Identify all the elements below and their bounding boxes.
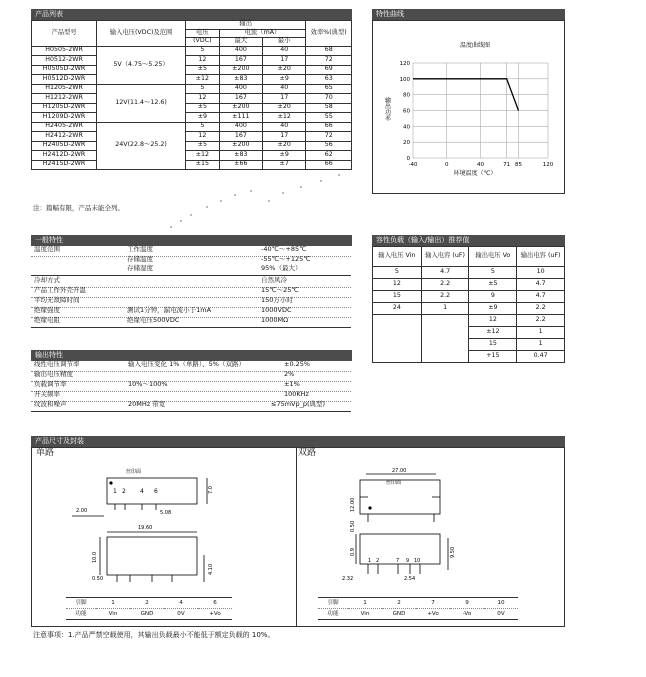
col-eff: 效率%(典型) — [306, 21, 352, 47]
single-title: 单路 — [36, 448, 55, 458]
pin-num: 9 — [406, 558, 410, 564]
y-tick-label: 100 — [399, 76, 410, 83]
input-group: 5V（4.75～5.25） — [97, 46, 186, 84]
output-header: 输出特性 — [31, 350, 352, 361]
table-row: H1205-2WR 12V(11.4～12.6) 5 400 40 65 — [32, 84, 352, 94]
spec-row: 产品工作外壳升温 15℃～25℃ — [31, 287, 351, 298]
spec-row: 开关频率 100KHz — [31, 391, 351, 402]
table-row: H2405D-2WR ±5 ±200 ±20 56 — [32, 141, 352, 151]
y-tick-label: 20 — [403, 140, 410, 147]
pin-num: 4 — [140, 488, 144, 495]
silk-label: 丝印面 — [126, 469, 142, 475]
product-note: 注：篇幅有限，产品未能全列。 — [33, 204, 124, 212]
col-max: 最大 — [219, 38, 262, 47]
dual-title: 双路 — [298, 448, 317, 458]
table-row: 12 2.2 ±5 4.7 — [373, 279, 565, 291]
table-row: 12 2.2 — [373, 315, 565, 327]
dim-050: 0.50 — [92, 576, 104, 582]
dim-7: 7.0 — [208, 486, 214, 494]
spec-row: 纹波和噪声 20MHz 带宽 ≤75mVp_p(典型) — [31, 401, 351, 412]
y-tick-label: 80 — [403, 92, 410, 99]
pin-num: 2 — [122, 488, 126, 495]
col-min: 最小 — [263, 38, 306, 47]
pin-num: 2 — [376, 558, 380, 564]
col-output: 输出 — [186, 21, 306, 30]
spec-row: 绝缘强度 测试1分钟，漏电流小于1mA 1000VDC — [31, 307, 351, 318]
dual-pin-table: 引脚 1 2 7 9 10 功能 Vin GND +Vo -Vo 0V — [318, 597, 518, 620]
footer-note: 注意事项：1.产品严禁空载使用，其输出负载最小不能低于额定负载的 10%。 — [33, 631, 275, 639]
dim-410: 4.10 — [208, 563, 214, 575]
dim-508: 5.08 — [160, 510, 172, 516]
divider — [296, 447, 297, 627]
y-axis-label: 输出功率 — [383, 97, 391, 121]
curve-header: 特性曲线 — [372, 9, 565, 20]
dim-200: 2.00 — [76, 508, 88, 514]
table-row: H2412D-2WR ±12 ±83 ±9 62 — [32, 151, 352, 161]
dim-1960: 19.60 — [138, 525, 153, 531]
x-tick-label: 85 — [514, 162, 522, 168]
x-tick-label: 40 — [477, 162, 484, 168]
table-row: H0512-2WR 12 167 17 72 — [32, 56, 352, 66]
spec-row: 平均无故障时间 150万小时 — [31, 297, 351, 308]
output-specs — [31, 361, 352, 416]
dim-2700: 27.00 — [392, 468, 407, 474]
cap-load-header: 容性负载（输入/输出）推荐值 — [372, 235, 565, 246]
dual-package-drawing — [298, 460, 562, 585]
x-tick-label: -40 — [408, 162, 418, 168]
table-row: H1212-2WR 12 167 17 70 — [32, 94, 352, 104]
spec-row: 温度范围 工作温度 -40℃～+85℃ — [31, 246, 351, 257]
x-axis-label: 环境温度（℃） — [453, 170, 497, 177]
y-tick-label: 60 — [403, 108, 410, 115]
chart-grid — [413, 63, 548, 158]
pin-num: 6 — [154, 488, 158, 495]
input-group: 12V(11.4～12.6) — [97, 84, 186, 122]
col-input: 输入电压(VDC)及范围 — [97, 21, 186, 47]
dim-09: 0.9 — [350, 548, 356, 556]
table-row: H2405-2WR 24V(22.8～25.2) 5 400 40 66 — [32, 122, 352, 132]
table-row: ±12 1 — [373, 327, 565, 339]
table-row: H0505-2WR 5V（4.75～5.25） 5 400 40 68 — [32, 46, 352, 56]
table-row: H1209D-2WR ±9 ±111 ±12 55 — [32, 113, 352, 123]
chart-title: 温度曲线图 — [459, 42, 491, 49]
watermark-dots — [150, 160, 390, 240]
table-row: 15 1 — [373, 339, 565, 351]
chart-ticks — [400, 61, 554, 168]
table-row: 5 4.7 5 10 — [373, 267, 565, 279]
spec-row: 存储湿度 95%（最大） — [31, 265, 351, 276]
spec-row: 绝缘电阻 绝缘电压500VDC 1000MΩ — [31, 317, 351, 328]
table-row: H1205D-2WR ±5 ±200 ±20 58 — [32, 103, 352, 113]
spec-row: 输出电压精度 2% — [31, 371, 351, 382]
single-pin-table: 引脚 1 2 4 6 功能 Vin GND 0V +Vo — [66, 597, 232, 620]
x-tick-label: 120 — [542, 162, 554, 168]
general-header: 一般特性 — [31, 235, 352, 246]
dimensions-header: 产品尺寸及封装 — [31, 436, 565, 447]
dim-100: 10.0 — [92, 551, 98, 563]
dim-232: 2.32 — [342, 576, 354, 582]
input-group: 24V(22.8～25.2) — [97, 122, 186, 170]
pin-num: 7 — [396, 558, 400, 564]
table-row: H0505D-2WR ±5 ±200 ±20 69 — [32, 65, 352, 75]
pin-num: 1 — [113, 488, 117, 495]
pin-num: 10 — [414, 558, 421, 564]
dim-254: 2.54 — [404, 576, 416, 582]
product-rows — [32, 46, 352, 170]
y-tick-label: 40 — [403, 124, 410, 131]
pin-num: 1 — [368, 558, 372, 564]
dim-1200: 12.00 — [350, 497, 356, 512]
temperature-chart — [373, 21, 564, 193]
spec-row: 线性电压调节率 输入电压变化 1%（单路）、5%（双路） ±0.25% — [31, 361, 351, 372]
table-row: H2412-2WR 12 167 17 72 — [32, 132, 352, 142]
spec-row: 冷却方式 自然风冷 — [31, 277, 351, 288]
table-row: 15 2.2 9 4.7 — [373, 291, 565, 303]
col-model: 产品型号 — [32, 21, 97, 47]
y-tick-label: 0 — [406, 156, 410, 162]
x-tick-label: 0 — [445, 162, 449, 168]
dim-950: 9.50 — [450, 546, 456, 558]
product-table — [31, 20, 352, 170]
x-tick-label: 71 — [503, 162, 511, 168]
dim-050: 0.50 — [350, 520, 356, 532]
product-list-header: 产品列表 — [31, 9, 352, 20]
single-package-drawing — [32, 460, 292, 585]
silk-label: 丝印面 — [386, 480, 402, 486]
col-voltage: 电压 — [186, 29, 220, 38]
table-row: H2415D-2WR ±15 ±66 ±7 66 — [32, 160, 352, 170]
y-tick-label: 120 — [399, 61, 410, 67]
spec-row: 负载调节率 10%～100% ±1% — [31, 381, 351, 392]
table-row: 24 1 ±9 2.2 — [373, 303, 565, 315]
cap-load-table: 输入电压 Vin 输入电容 (uF) 输出电压 Vo 输出电容 (uF) 5 4.7 5 10 12 2.2 ±5 4.7 15 2.2 9 4.7 24 1 ±9 2.2 12 2.2 ±12 1 15 1 +15 0.47 — [372, 246, 565, 363]
col-voltage-unit: (VDC) — [186, 38, 220, 47]
table-row: H0512D-2WR ±12 ±83 ±9 63 — [32, 75, 352, 85]
table-row: +15 0.47 — [373, 351, 565, 363]
general-specs — [31, 246, 352, 336]
col-current: 电流（mA） — [219, 29, 306, 38]
spec-row: 存储温度 -55℃～+125℃ — [127, 254, 311, 263]
